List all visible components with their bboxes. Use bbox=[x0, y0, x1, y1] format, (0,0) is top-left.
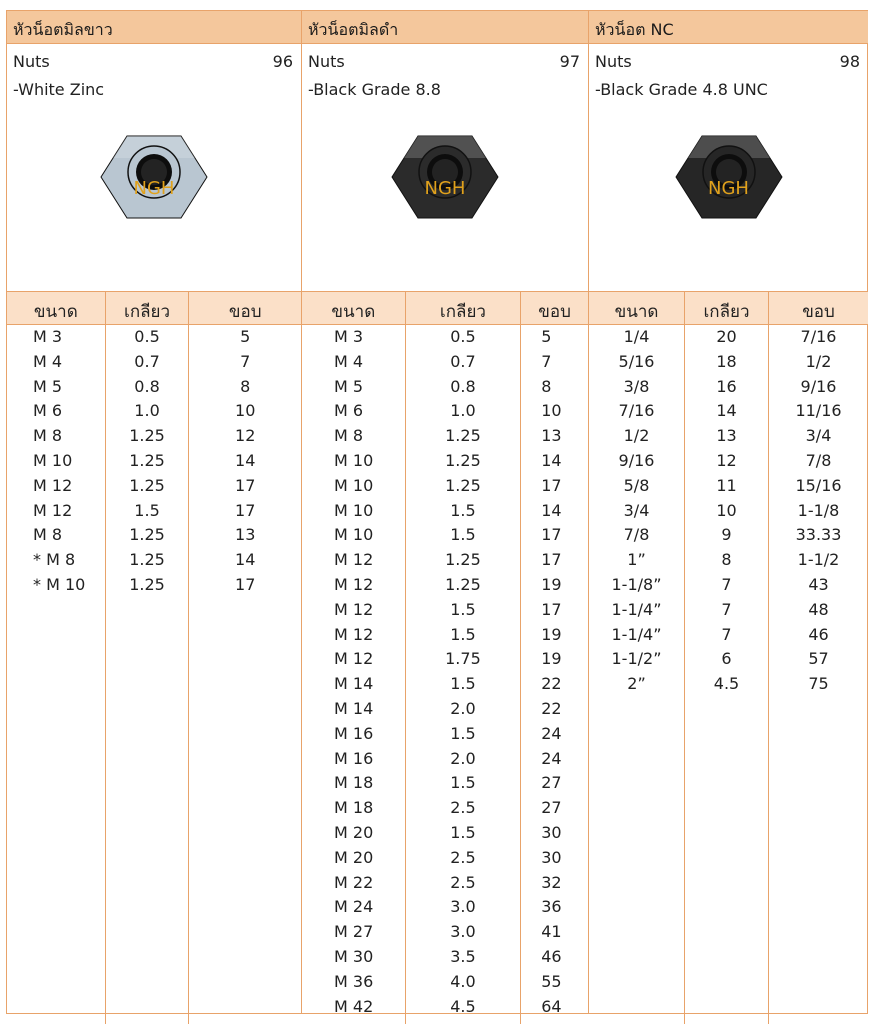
product-photo bbox=[302, 114, 588, 291]
table-cell: 17 bbox=[235, 574, 256, 594]
table-cell: 10 bbox=[541, 401, 562, 421]
table-cell: M 12 bbox=[334, 649, 374, 669]
table-cell: 9/16 bbox=[800, 376, 837, 396]
table-cell: M 5 bbox=[33, 376, 63, 396]
table-cell: 1.25 bbox=[445, 550, 481, 570]
table-cell: 1.5 bbox=[450, 525, 476, 545]
table-cell: 7/8 bbox=[623, 525, 650, 545]
panel-black-grade-88-nuts bbox=[302, 11, 589, 1016]
table-cell: M 10 bbox=[334, 450, 374, 470]
panel-nc-nuts bbox=[589, 11, 868, 1013]
table-cell: 30 bbox=[541, 847, 562, 867]
meta-row bbox=[7, 44, 301, 80]
table-cell: 57 bbox=[808, 649, 829, 669]
column-size bbox=[7, 325, 105, 1024]
table-cell: 6 bbox=[721, 649, 732, 669]
table-cell: 12 bbox=[716, 450, 737, 470]
table-cell: 1.25 bbox=[129, 426, 165, 446]
table-cell: 1/4 bbox=[623, 327, 650, 346]
spec-table-body bbox=[302, 325, 588, 1024]
table-cell: 0.8 bbox=[134, 376, 160, 396]
product-label: Nuts bbox=[308, 52, 345, 71]
product-photo bbox=[589, 114, 868, 291]
table-cell: 5 bbox=[240, 327, 251, 346]
meta-row bbox=[589, 44, 868, 80]
table-cell: M 14 bbox=[334, 698, 374, 718]
table-cell: M 24 bbox=[334, 897, 374, 917]
table-cell: M 3 bbox=[334, 327, 364, 346]
table-cell: M 4 bbox=[33, 351, 63, 371]
table-cell: 11/16 bbox=[795, 401, 842, 421]
table-cell: 1.5 bbox=[450, 599, 476, 619]
table-cell: 1.5 bbox=[450, 723, 476, 743]
column-size bbox=[302, 325, 405, 1024]
table-cell: 7 bbox=[541, 351, 552, 371]
header-thread: เกลียว bbox=[684, 292, 768, 324]
table-cell: 1/2 bbox=[623, 426, 650, 446]
table-cell: 32 bbox=[541, 872, 562, 892]
table-cell: 1.5 bbox=[450, 500, 476, 520]
table-cell: 19 bbox=[541, 624, 562, 644]
table-cell: M 8 bbox=[33, 426, 63, 446]
table-cell: 7/16 bbox=[800, 327, 837, 346]
table-cell: M 12 bbox=[33, 500, 73, 520]
table-cell: 14 bbox=[235, 550, 256, 570]
table-cell: M 4 bbox=[334, 351, 364, 371]
table-cell: 5/16 bbox=[618, 351, 655, 371]
header-size: ขนาด bbox=[331, 302, 376, 322]
table-cell: 46 bbox=[808, 624, 829, 644]
table-cell: 3.0 bbox=[450, 922, 476, 942]
table-cell: * M 10 bbox=[33, 574, 86, 594]
table-cell: 1.25 bbox=[129, 450, 165, 470]
table-cell: * M 8 bbox=[33, 550, 76, 570]
table-cell: 33.33 bbox=[795, 525, 842, 545]
table-cell: M 8 bbox=[33, 525, 63, 545]
table-cell: 0.8 bbox=[450, 376, 476, 396]
table-cell: 64 bbox=[541, 996, 562, 1016]
table-cell: 14 bbox=[716, 401, 737, 421]
table-cell: M 10 bbox=[334, 475, 374, 495]
table-cell: 17 bbox=[541, 550, 562, 570]
column-width bbox=[188, 325, 301, 1024]
table-cell: 2” bbox=[627, 674, 646, 694]
page-number: 96 bbox=[272, 52, 293, 71]
table-cell: M 12 bbox=[33, 475, 73, 495]
hex-nut-image bbox=[390, 132, 500, 222]
table-cell: 7 bbox=[240, 351, 251, 371]
table-cell: 1.25 bbox=[129, 475, 165, 495]
table-cell: 19 bbox=[541, 649, 562, 669]
header-size: ขนาด bbox=[614, 302, 659, 322]
column-size bbox=[589, 325, 684, 1024]
table-cell: 4.5 bbox=[450, 996, 476, 1016]
table-cell: 18 bbox=[716, 351, 737, 371]
table-cell: 4.5 bbox=[713, 674, 740, 694]
header-thread: เกลียว bbox=[405, 292, 521, 324]
column-thread bbox=[105, 325, 189, 1024]
table-cell: 19 bbox=[541, 574, 562, 594]
table-cell: 1.75 bbox=[445, 649, 481, 669]
table-cell: 10 bbox=[716, 500, 737, 520]
table-cell: 27 bbox=[541, 773, 562, 793]
table-cell: M 18 bbox=[334, 773, 374, 793]
panel-title: หัวน็อต NC bbox=[589, 11, 868, 44]
table-cell: 2.5 bbox=[450, 872, 476, 892]
table-cell: 3/4 bbox=[623, 500, 650, 520]
spec-table-body bbox=[7, 325, 301, 1024]
hex-nut-image bbox=[99, 132, 209, 222]
table-cell: M 42 bbox=[334, 996, 374, 1016]
column-width bbox=[768, 325, 868, 1024]
table-cell: 1.0 bbox=[450, 401, 476, 421]
table-cell: 1.25 bbox=[129, 550, 165, 570]
table-cell: 2.5 bbox=[450, 847, 476, 867]
table-cell: 1.0 bbox=[134, 401, 160, 421]
table-cell: M 8 bbox=[334, 426, 364, 446]
table-header bbox=[7, 291, 301, 325]
table-cell: 13 bbox=[716, 426, 737, 446]
table-cell: 17 bbox=[235, 500, 256, 520]
table-cell: 30 bbox=[541, 822, 562, 842]
brand-logo: NGH bbox=[708, 178, 749, 199]
table-cell: M 36 bbox=[334, 971, 374, 991]
table-cell: 1.25 bbox=[445, 475, 481, 495]
table-cell: 1.5 bbox=[134, 500, 160, 520]
table-cell: 7 bbox=[721, 574, 732, 594]
table-cell: 1-1/8” bbox=[611, 574, 662, 594]
table-cell: 5/8 bbox=[623, 475, 650, 495]
table-cell: M 16 bbox=[334, 723, 374, 743]
table-cell: 1.25 bbox=[129, 574, 165, 594]
table-cell: 10 bbox=[235, 401, 256, 421]
header-size: ขนาด bbox=[33, 302, 78, 322]
table-cell: M 12 bbox=[334, 574, 374, 594]
table-cell: 9 bbox=[721, 525, 732, 545]
table-cell: 2.0 bbox=[450, 698, 476, 718]
table-cell: 1.25 bbox=[445, 426, 481, 446]
panel-title: หัวน็อตมิลขาว bbox=[7, 11, 301, 44]
table-cell: 17 bbox=[541, 475, 562, 495]
table-cell: 20 bbox=[716, 327, 737, 346]
table-cell: 5 bbox=[541, 327, 552, 346]
table-cell: 1-1/2” bbox=[611, 649, 662, 669]
table-cell: 14 bbox=[235, 450, 256, 470]
table-cell: M 5 bbox=[334, 376, 364, 396]
table-cell: 1.5 bbox=[450, 822, 476, 842]
product-subtitle: -Black Grade 4.8 UNC bbox=[595, 80, 768, 99]
table-cell: 1-1/8 bbox=[797, 500, 840, 520]
table-cell: 1.25 bbox=[129, 525, 165, 545]
spec-table-body bbox=[589, 325, 868, 1024]
table-cell: M 10 bbox=[334, 500, 374, 520]
table-cell: 13 bbox=[541, 426, 562, 446]
column-width bbox=[520, 325, 588, 1024]
table-cell: 0.7 bbox=[450, 351, 476, 371]
product-subtitle: -Black Grade 8.8 bbox=[308, 80, 441, 99]
table-cell: 27 bbox=[541, 798, 562, 818]
table-cell: 1.25 bbox=[445, 450, 481, 470]
table-cell: 17 bbox=[541, 525, 562, 545]
hex-nut-image bbox=[674, 132, 784, 222]
table-cell: 11 bbox=[716, 475, 737, 495]
catalog-sheet bbox=[6, 10, 868, 1014]
table-cell: 16 bbox=[716, 376, 737, 396]
table-cell: 1/2 bbox=[805, 351, 832, 371]
table-cell: M 12 bbox=[334, 550, 374, 570]
table-cell: 17 bbox=[235, 475, 256, 495]
table-header bbox=[302, 291, 588, 325]
table-cell: 1.5 bbox=[450, 624, 476, 644]
table-cell: 0.5 bbox=[450, 327, 476, 346]
table-cell: M 6 bbox=[334, 401, 364, 421]
table-cell: 24 bbox=[541, 723, 562, 743]
table-cell: M 16 bbox=[334, 748, 374, 768]
table-cell: 0.7 bbox=[134, 351, 160, 371]
table-cell: 3.5 bbox=[450, 946, 476, 966]
table-cell: 12 bbox=[235, 426, 256, 446]
table-cell: M 3 bbox=[33, 327, 63, 346]
table-cell: 7/8 bbox=[805, 450, 832, 470]
table-cell: 7 bbox=[721, 599, 732, 619]
table-cell: 24 bbox=[541, 748, 562, 768]
table-cell: 7/16 bbox=[618, 401, 655, 421]
table-cell: 1.5 bbox=[450, 773, 476, 793]
header-width: ขอบ bbox=[188, 292, 301, 324]
column-thread bbox=[405, 325, 521, 1024]
table-cell: M 10 bbox=[33, 450, 73, 470]
table-cell: 22 bbox=[541, 674, 562, 694]
table-cell: 17 bbox=[541, 599, 562, 619]
header-width: ขอบ bbox=[768, 292, 868, 324]
table-cell: 2.0 bbox=[450, 748, 476, 768]
table-cell: 13 bbox=[235, 525, 256, 545]
table-header bbox=[589, 291, 868, 325]
table-cell: M 12 bbox=[334, 624, 374, 644]
table-cell: 1-1/4” bbox=[611, 624, 662, 644]
table-cell: 14 bbox=[541, 500, 562, 520]
table-cell: 36 bbox=[541, 897, 562, 917]
column-thread bbox=[684, 325, 768, 1024]
table-cell: M 18 bbox=[334, 798, 374, 818]
table-cell: 3/8 bbox=[623, 376, 650, 396]
table-cell: 1.5 bbox=[450, 674, 476, 694]
table-cell: M 20 bbox=[334, 847, 374, 867]
table-cell: 1” bbox=[627, 550, 646, 570]
table-cell: 46 bbox=[541, 946, 562, 966]
table-cell: M 6 bbox=[33, 401, 63, 421]
page-number: 97 bbox=[559, 52, 580, 71]
product-subtitle: -White Zinc bbox=[13, 80, 105, 99]
table-cell: 1.25 bbox=[445, 574, 481, 594]
brand-logo: NGH bbox=[424, 178, 466, 199]
table-cell: M 14 bbox=[334, 674, 374, 694]
table-cell: 55 bbox=[541, 971, 562, 991]
table-cell: 3.0 bbox=[450, 897, 476, 917]
table-cell: M 20 bbox=[334, 822, 374, 842]
table-cell: 8 bbox=[541, 376, 552, 396]
product-photo bbox=[7, 114, 301, 291]
table-cell: 75 bbox=[808, 674, 829, 694]
meta-row bbox=[302, 44, 588, 80]
table-cell: 4.0 bbox=[450, 971, 476, 991]
table-cell: 43 bbox=[808, 574, 829, 594]
table-cell: M 10 bbox=[334, 525, 374, 545]
table-cell: 1-1/2 bbox=[797, 550, 840, 570]
table-cell: 48 bbox=[808, 599, 829, 619]
header-width: ขอบ bbox=[520, 292, 588, 324]
header-thread: เกลียว bbox=[105, 292, 189, 324]
panel-white-zinc-nuts bbox=[7, 11, 302, 1013]
brand-logo: NGH bbox=[133, 178, 175, 199]
table-cell: M 30 bbox=[334, 946, 374, 966]
table-cell: M 27 bbox=[334, 922, 374, 942]
table-cell: 9/16 bbox=[618, 450, 655, 470]
table-cell: 3/4 bbox=[805, 426, 832, 446]
table-cell: 2.5 bbox=[450, 798, 476, 818]
table-cell: 15/16 bbox=[795, 475, 842, 495]
table-cell: M 12 bbox=[334, 599, 374, 619]
table-cell: 41 bbox=[541, 922, 562, 942]
table-cell: 0.5 bbox=[134, 327, 160, 346]
table-cell: 8 bbox=[721, 550, 732, 570]
table-cell: 22 bbox=[541, 698, 562, 718]
product-label: Nuts bbox=[13, 52, 50, 71]
table-cell: 14 bbox=[541, 450, 562, 470]
page-number: 98 bbox=[839, 52, 860, 71]
panel-title: หัวน็อตมิลดำ bbox=[302, 11, 588, 44]
table-cell: 8 bbox=[240, 376, 251, 396]
table-cell: 7 bbox=[721, 624, 732, 644]
product-label: Nuts bbox=[595, 52, 632, 71]
table-cell: 1-1/4” bbox=[611, 599, 662, 619]
table-cell: M 22 bbox=[334, 872, 374, 892]
